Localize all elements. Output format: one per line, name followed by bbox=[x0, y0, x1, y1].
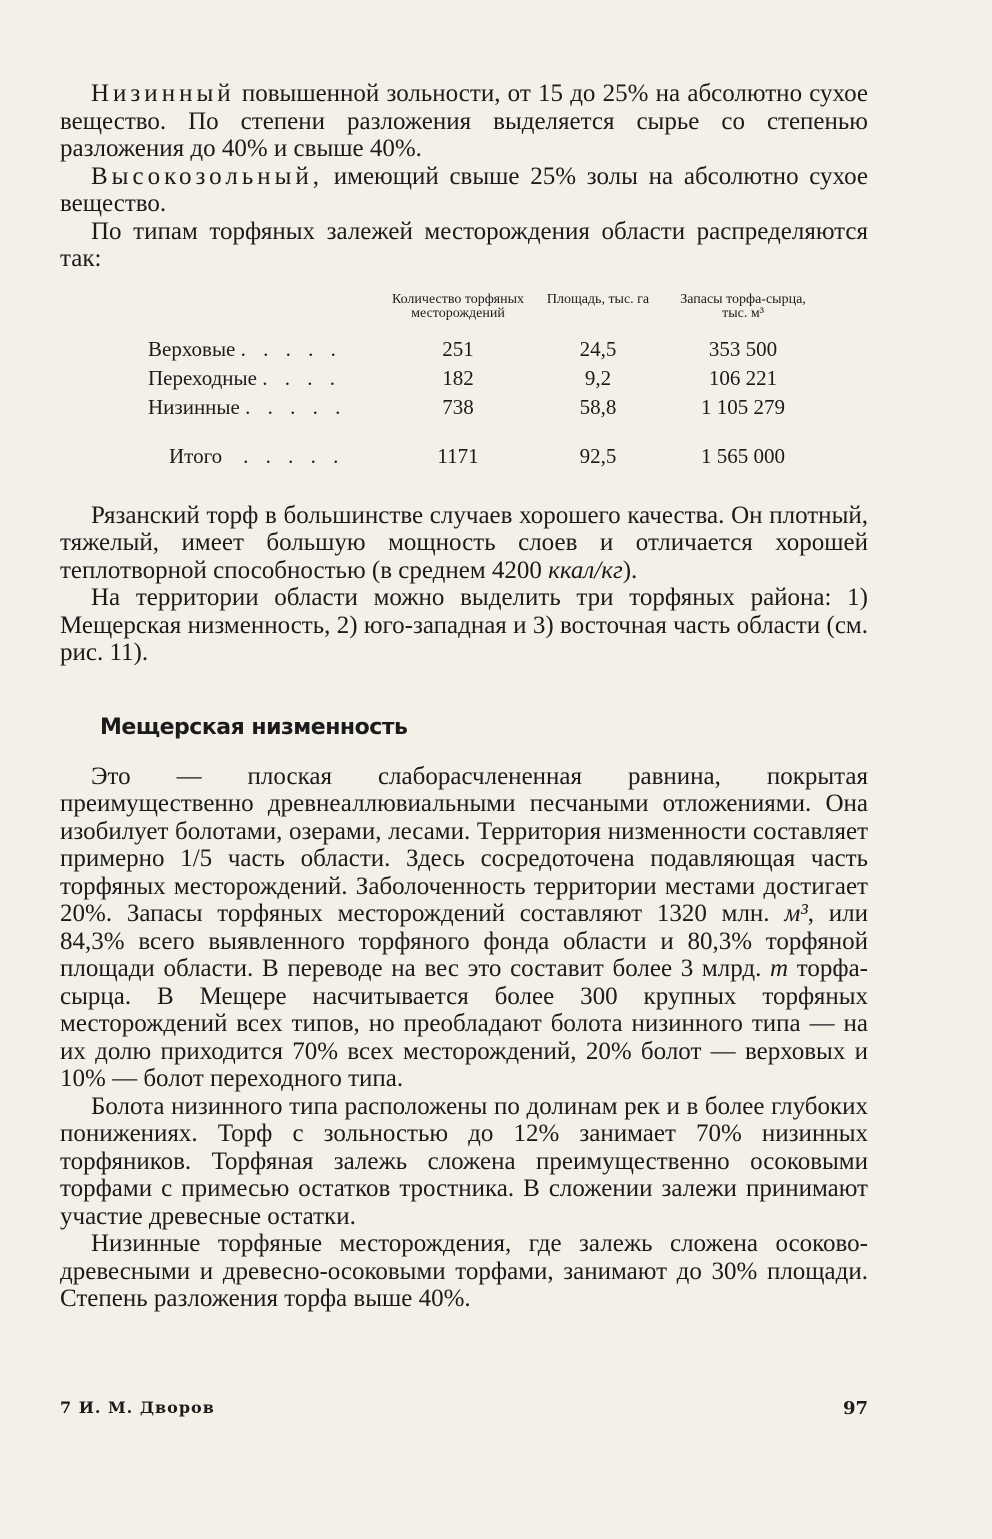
table-row bbox=[148, 364, 818, 393]
total-name-text: Итого bbox=[169, 444, 223, 468]
row-name bbox=[148, 335, 388, 364]
table-row bbox=[148, 335, 818, 364]
row-name-text: Переходные bbox=[148, 365, 257, 390]
section-heading: Мещерская низменность bbox=[100, 714, 408, 740]
term-lowland: Низинный bbox=[91, 80, 235, 107]
leader-dots: . . . . bbox=[262, 365, 341, 390]
table-header-count: Количество торфяных месторождений bbox=[391, 291, 525, 321]
leader-dots: . . . . . bbox=[243, 444, 345, 468]
table-total-row bbox=[148, 422, 818, 482]
total-count: 1171 bbox=[437, 444, 479, 468]
table-header-empty bbox=[148, 293, 388, 335]
total-name bbox=[148, 422, 388, 482]
table-header-row bbox=[148, 293, 818, 335]
paragraph-meshchera-2: Болота низинного типа расположены по долинам рек и в более глубоких понижениях. Торф с зольностью до 12% занимает 70% низинных торфяников. Торфяная залежь сложена преимущественно осоковыми торфами с примесью остатков тростника. В сложении залежи принимают участие древесные остатки. bbox=[60, 1092, 868, 1230]
total-reserves: 1 565 000 bbox=[701, 444, 785, 468]
unit-m3: м³ bbox=[784, 900, 808, 927]
paragraph-high-ash bbox=[60, 163, 868, 218]
meshchera-1-part1: Это — плоская слаборасчлененная равнина, покрытая преимущественно древнеаллювиальными песчаными отложениями. Она изобилует болотами, озерами, лесами. Территория низменности составляет примерно 1/5 часть области. Здесь сосредоточена подавляющая часть торфяных месторождений. Заболоченность территории местами достигает 20%. Запасы торфяных месторождений составляют 1320 млн. bbox=[60, 762, 868, 927]
meshchera-1-part2: , или 84,3% всего выявленного торфяного фонда области и 80,3% торфяной площади области. В переводе на вес это составит более 3 млрд. bbox=[60, 900, 869, 982]
paragraph-quality-tail: ). bbox=[622, 556, 638, 584]
row-area: 24,5 bbox=[579, 336, 617, 361]
row-count: 182 bbox=[442, 365, 474, 390]
paragraph-lowland bbox=[60, 80, 868, 163]
page-number: 97 bbox=[842, 1398, 868, 1419]
row-name bbox=[148, 364, 388, 393]
leader-dots: . . . . . bbox=[240, 336, 342, 361]
row-name-text: Низинные bbox=[148, 394, 240, 419]
page-body bbox=[60, 80, 868, 1313]
unit-kcal: ккал/кг bbox=[548, 556, 623, 584]
row-area: 9,2 bbox=[584, 365, 612, 390]
row-name-text: Верховые bbox=[148, 336, 236, 361]
row-area: 58,8 bbox=[579, 394, 617, 419]
term-high-ash: Высокозольный, bbox=[91, 162, 324, 190]
peat-deposits-table bbox=[148, 293, 818, 482]
unit-t: т bbox=[770, 955, 789, 982]
table-row bbox=[148, 393, 818, 422]
paragraph-quality-text: Рязанский торф в большинстве случаев хорошего качества. Он плотный, тяжелый, имеет большую мощность слоев и отличается хорошей теплотворной способностью (в среднем 4200 bbox=[60, 501, 868, 584]
row-reserves: 353 500 bbox=[708, 336, 778, 361]
row-reserves: 106 221 bbox=[708, 365, 778, 390]
leader-dots: . . . . . bbox=[245, 394, 347, 419]
table-header-area: Площадь, тыс. га bbox=[546, 291, 650, 307]
row-count: 738 bbox=[442, 394, 474, 419]
printer-signature: 7 И. М. Дворов bbox=[60, 1398, 215, 1417]
row-name bbox=[148, 393, 388, 422]
paragraph-districts: На территории области можно выделить три торфяных района: 1) Мещерская низменность, 2) юго-западная и 3) восточная часть области (см. рис. 11). bbox=[60, 584, 868, 666]
meshchera-1-part3: торфа-сырца. В Мещере насчитывается более 300 крупных торфяных месторождений всех типов, но преобладают болота низинного типа — на их долю приходится 70% всех месторождений, 20% болот — верховых и 10% — болот переходного типа. bbox=[60, 955, 868, 1092]
paragraph-quality bbox=[60, 502, 868, 585]
row-count: 251 bbox=[442, 336, 474, 361]
row-reserves: 1 105 279 bbox=[701, 394, 785, 419]
total-area: 92,5 bbox=[579, 444, 617, 468]
paragraph-high-ash-text: имеющий свыше 25% золы на абсолютно сухое вещество. bbox=[60, 162, 868, 217]
table-header-reserves: Запасы торфа-сырца, тыс. м³ bbox=[680, 291, 806, 321]
paragraph-meshchera-3: Низинные торфяные месторождения, где залежь сложена осоково-древесными и древесно-осоковыми торфами, занимают до 30% площади. Степень разложения торфа выше 40%. bbox=[60, 1230, 868, 1312]
paragraph-meshchera-1 bbox=[60, 763, 868, 1093]
paragraph-types-intro: По типам торфяных залежей месторождения области распределяются так: bbox=[60, 217, 868, 272]
page-footer bbox=[60, 1398, 868, 1417]
paragraph-lowland-text: повышенной зольности, от 15 до 25% на абсолютно сухое вещество. По степени разложения выделяется сырье со степенью разложения до 40% и свыше 40%. bbox=[60, 80, 868, 162]
